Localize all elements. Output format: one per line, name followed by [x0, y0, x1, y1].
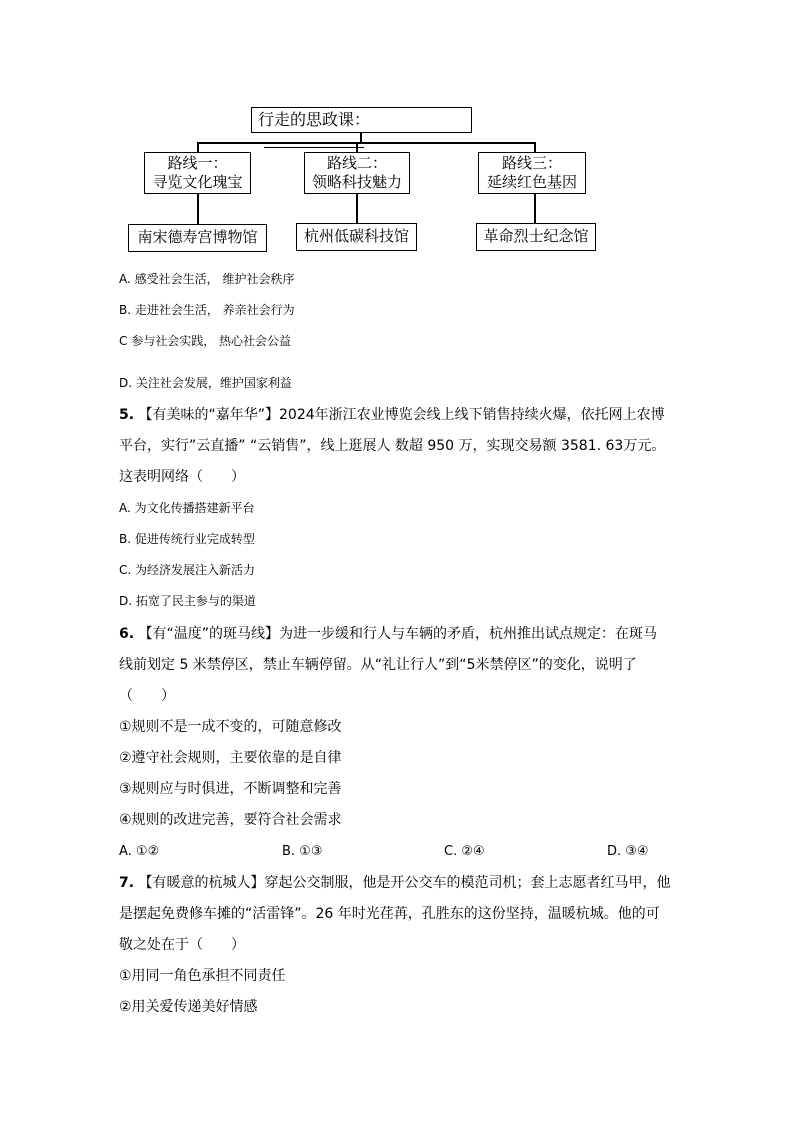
connector-place1	[197, 194, 199, 224]
q6-stem-line3: （ ）	[119, 688, 175, 704]
route1-title: 路线一：	[167, 154, 228, 172]
route3-box	[478, 152, 586, 194]
q5-option-d: D. 拓宽了民主参与的渠道	[119, 594, 256, 608]
connector-place2	[356, 194, 358, 223]
q5-stem-line3: 这表明网络（ ）	[119, 469, 245, 485]
place1-label: 南宋德寿宫博物馆	[137, 228, 258, 246]
q6-choice-c: C. ②④	[444, 844, 485, 859]
q5-text-line1: 【有美味的“嘉年华”】2024年浙江农业博览会线上线下销售持续火爆，依托网上农博	[138, 407, 665, 423]
q5-option-b: B. 促进传统行业完成转型	[119, 532, 255, 546]
q5-number: 5.	[119, 407, 135, 423]
q6-number: 6.	[119, 626, 135, 642]
diagram-root-box	[251, 107, 472, 133]
q7-stem-line3: 敬之处在于（ ）	[119, 937, 245, 953]
diagram-root-label: 行走的思政课：	[258, 110, 371, 129]
connector-route3	[534, 142, 536, 152]
route1-theme: 寻览文化瑰宝	[152, 172, 243, 191]
place3-box	[476, 223, 596, 251]
connector-route1	[197, 142, 199, 152]
route3-theme: 延续红色基因	[486, 172, 577, 191]
q7-statement-2: ②用关爱传递美好情感	[119, 999, 258, 1015]
place2-box	[296, 223, 417, 251]
route3-title: 路线三：	[501, 154, 562, 172]
q6-text-line1: 【有“温度”的斑马线】为进一步缓和行人与车辆的矛盾，杭州推出试点规定：在斑马	[138, 626, 658, 642]
route2-theme: 领略科技魅力	[311, 172, 402, 191]
place3-label: 革命烈士纪念馆	[483, 227, 589, 245]
q6-statement-1: ①规则不是一成不变的，可随意修改	[119, 719, 342, 735]
q4-option-c: C 参与社会实践， 热心社会公益	[119, 334, 292, 348]
q4-option-a: A. 感受社会生活， 维护社会秩序	[119, 272, 295, 286]
q6-choice-a: A. ①②	[119, 844, 160, 859]
q7-stem-line1	[119, 875, 671, 892]
q7-stem-line2: 是摆起免费修车摊的“活雷锋”。26 年时光荏苒，孔胜东的这份坚持，温暖杭城。他的可	[119, 906, 660, 922]
route2-box	[304, 152, 410, 194]
q6-statement-4: ④规则的改进完善，要符合社会需求	[119, 812, 342, 828]
q7-number: 7.	[119, 875, 135, 891]
q5-stem-line1	[119, 407, 665, 424]
connector-root-down	[360, 133, 362, 142]
answer-blank	[264, 133, 364, 148]
q5-stem-line2: 平台，实行”云直播” “云销售”，线上逛展人 数超 950 万，实现交易额 3581. 63万元。	[119, 438, 666, 454]
q4-option-b: B. 走进社会生活， 养亲社会行为	[119, 303, 295, 317]
place2-label: 杭州低碳科技馆	[303, 227, 409, 245]
connector-place3	[534, 194, 536, 223]
q7-text-line1: 【有暖意的杭城人】穿起公交制服，他是开公交车的模范司机；套上志愿者红马甲，他	[138, 875, 671, 891]
q6-statement-3: ③规则应与时俱进，不断调整和完善	[119, 781, 342, 797]
q6-stem-line1	[119, 626, 657, 643]
route2-title: 路线二：	[326, 154, 387, 172]
q5-option-c: C. 为经济发展注入新活力	[119, 563, 256, 577]
q6-statement-2: ②遵守社会规则，主要依靠的是自律	[119, 750, 342, 766]
place1-box	[128, 224, 267, 252]
q6-choice-b: B. ①③	[282, 844, 323, 859]
q6-choice-d: D. ③④	[607, 844, 649, 859]
q4-option-d: D. 关注社会发展，维护国家利益	[119, 376, 292, 390]
route1-box	[144, 152, 251, 194]
q5-option-a: A. 为文化传播搭建新平台	[119, 501, 255, 515]
connector-route2	[356, 142, 358, 152]
q7-statement-1: ①用同一角色承担不同责任	[119, 968, 286, 984]
connector-horizontal	[197, 142, 535, 144]
q6-stem-line2: 线前划定 5 米禁停区，禁止车辆停留。从“礼让行人”到“5米禁停区”的变化，说明了	[119, 657, 637, 673]
